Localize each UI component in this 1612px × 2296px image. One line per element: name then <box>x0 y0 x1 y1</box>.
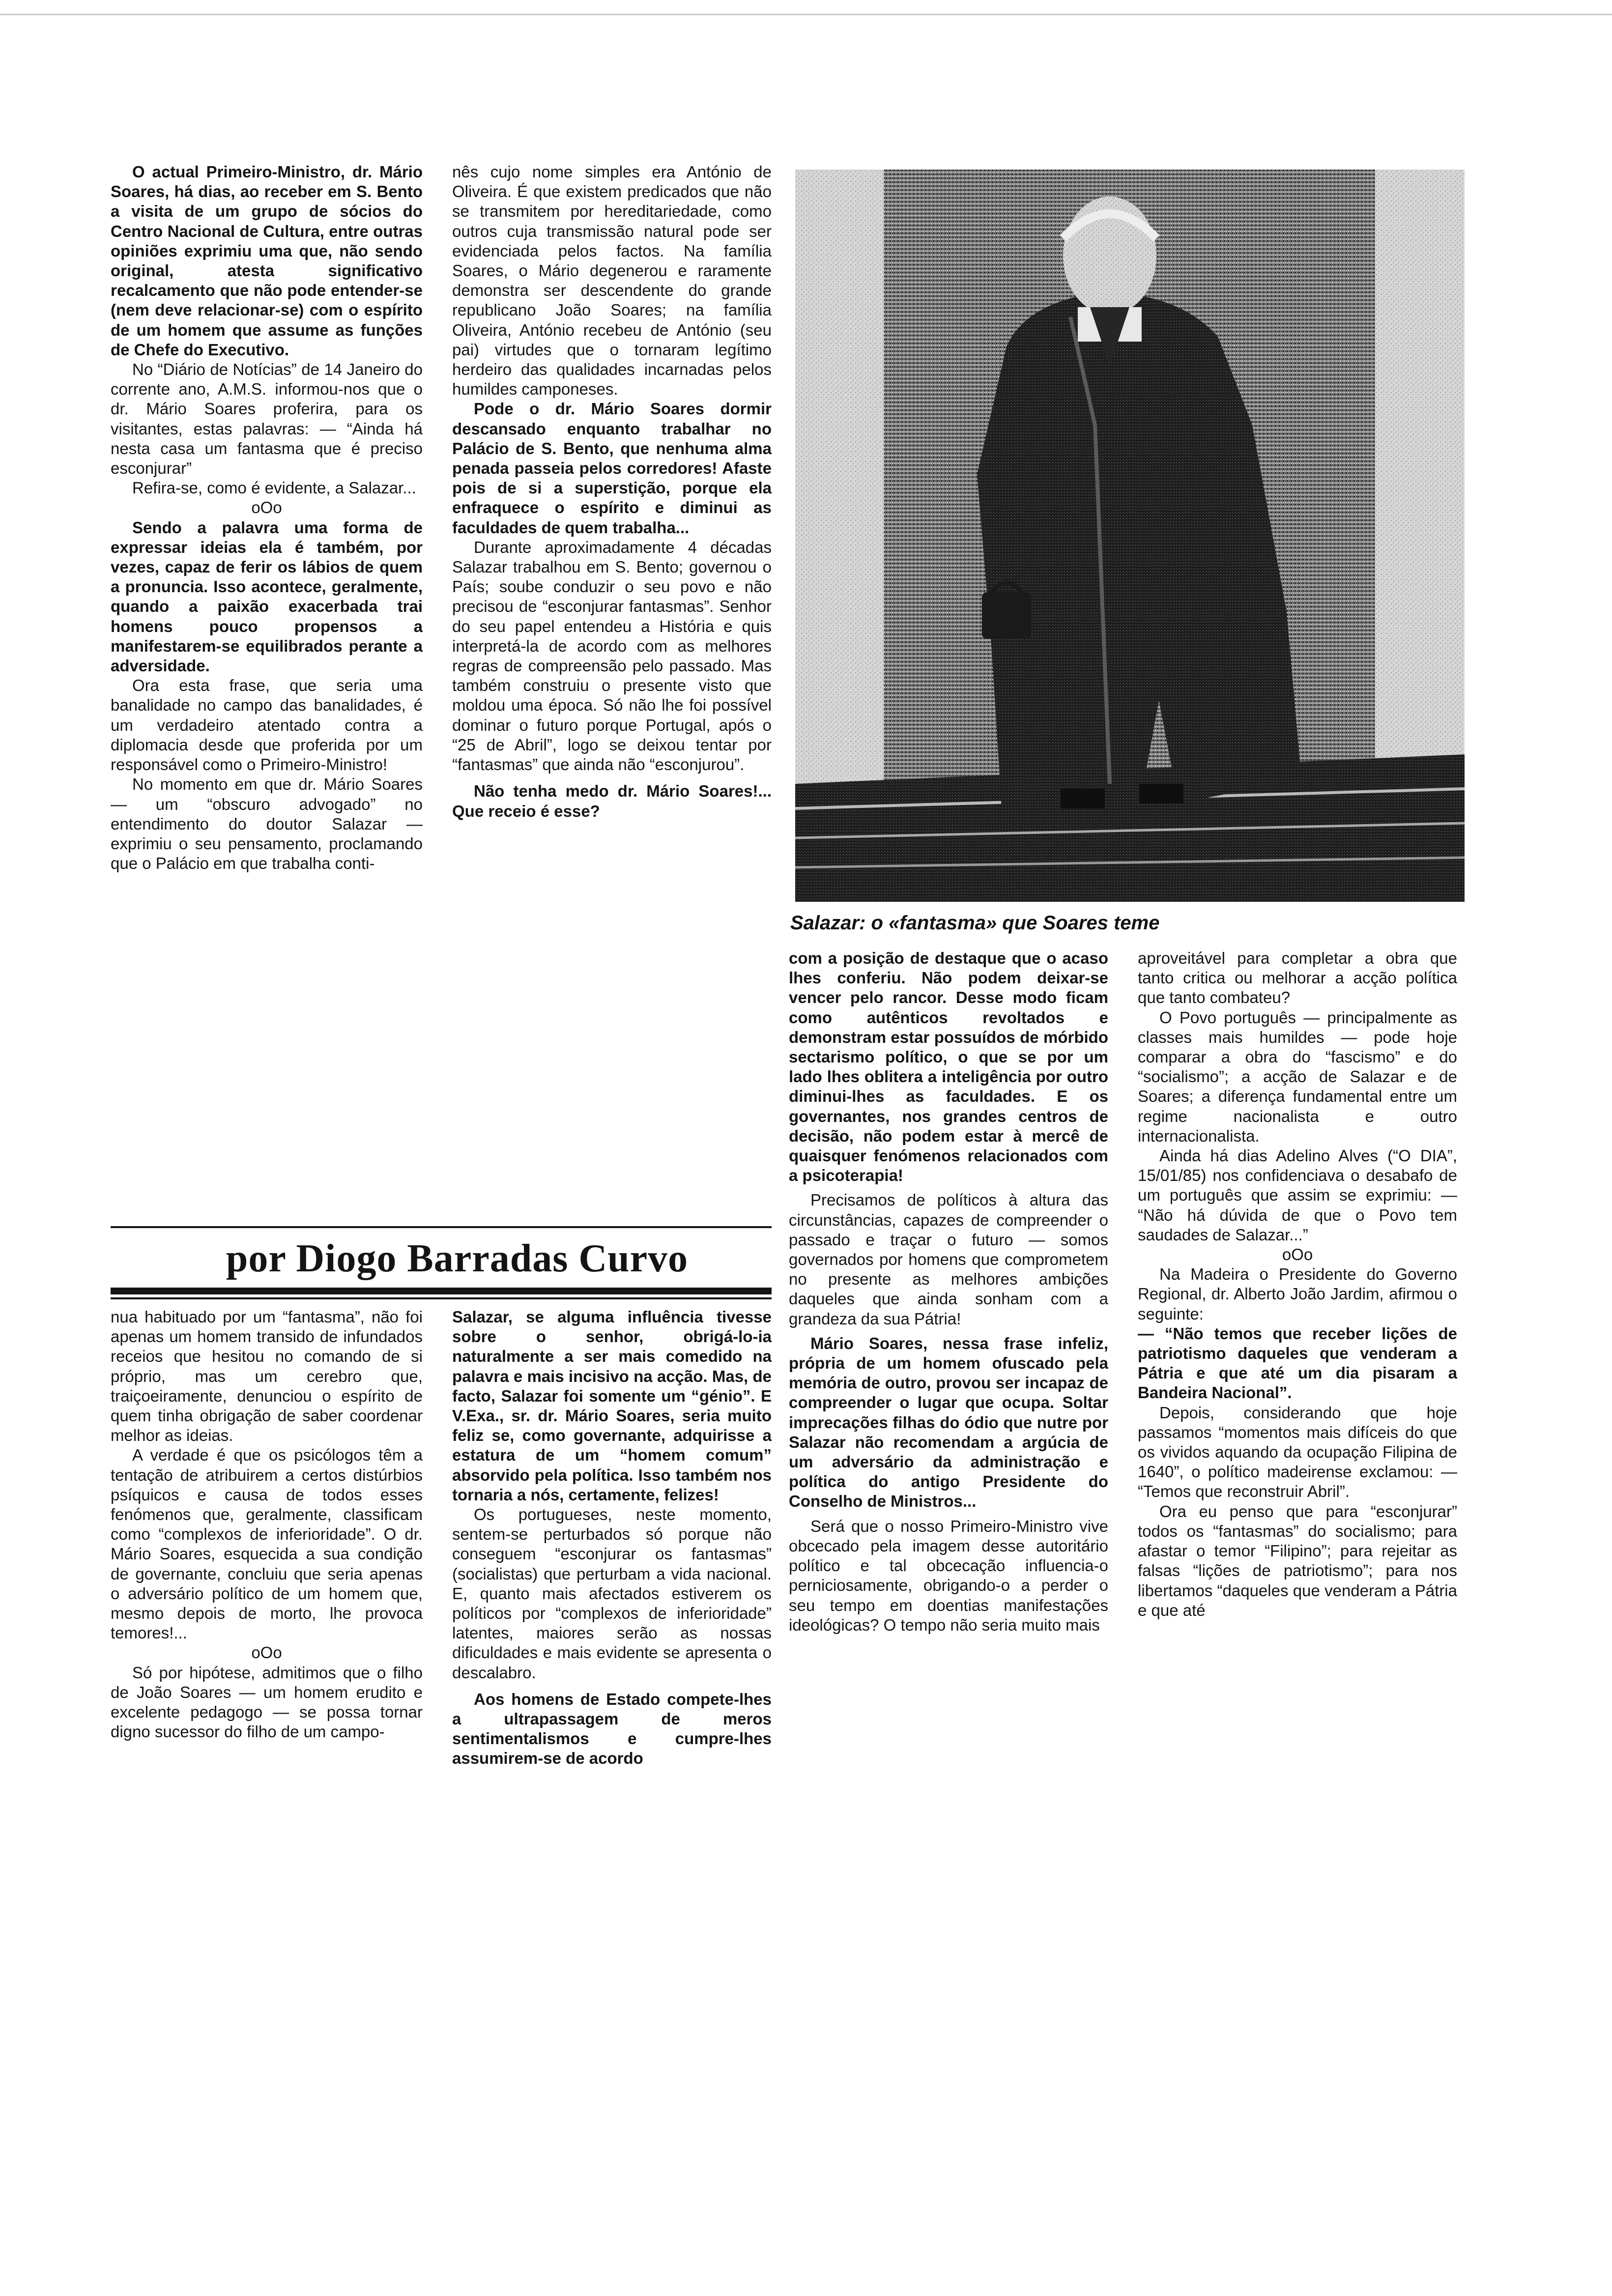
paragraph: A verdade é que os psicólogos têm a tentação de atribuirem a certos distúrbios psíquicos e causa de todos esses fenómenos que, geralmente, classificam como “complexos de inferioridade”. O dr. Mário Soares, esquecida a sua condição de governante, concluiu que seria apenas o adversário político de um homem que, mesmo depois de morto, lhe provoca temores!... <box>111 1446 423 1642</box>
paragraph: Só por hipótese, admitimos que o filho de João Soares — um homem erudito e excelente pedagogo — se possa tornar digno sucessor do filho de um campo- <box>111 1663 423 1741</box>
article-column-5 <box>789 948 1108 1635</box>
article-column-6 <box>1138 948 1457 1620</box>
section-separator: oOo <box>251 1643 282 1662</box>
paragraph: Pode o dr. Mário Soares dormir descansado enquanto trabalhar no Palácio de S. Bento, que nenhuma alma penada passeia pelos corredores! Afaste pois de si a superstição, porque ela enfraquece o espírito e diminui as faculdades de quem trabalha... <box>452 400 772 537</box>
author-byline: por Diogo Barradas Curvo <box>226 1237 689 1280</box>
paragraph: Mário Soares, nessa frase infeliz, própria de um homem ofuscado pela memória de outro, provou ser incapaz de compreender o lugar que ocupa. Soltar imprecações filhas do ódio que nutre por Salazar não recomendam a argúcia de um adversário da administração e política do antigo Presidente do Conselho de Ministros... <box>789 1334 1108 1511</box>
paragraph: Precisamos de políticos à altura das circunstâncias, capazes de compreender o passado e traçar o futuro — somos governados por homens que comprometem no presente as melhores ambições daqueles que ainda sonham com a grandeza da sua Pátria! <box>789 1191 1108 1328</box>
byline-bottom-rule-thin <box>111 1297 772 1299</box>
article-column-4 <box>452 1307 772 1769</box>
paragraph: O Povo português — principalmente as classes mais humildes — pode hoje comparar a obra do “fascismo” e do “socialismo”; a acção de Salazar e de Soares; a diferença fundamental entre um regime nacionalista e outro internacionalista. <box>1138 1008 1457 1145</box>
paragraph: nua habituado por um “fantasma”, não foi apenas um homem transido de infundados receios que hesitou no comando de si próprio, mas um cerebro que, traiçoeiramente, denunciou o espírito de quem tinha obrigação de saber coordenar melhor as ideias. <box>111 1308 423 1445</box>
paragraph: Refira-se, como é evidente, a Salazar... <box>132 479 416 497</box>
paragraph: — “Não temos que receber lições de patriotismo daqueles que venderam a Pátria e que até um dia pisaram a Bandeira Nacional”. <box>1138 1324 1457 1402</box>
byline-top-rule <box>111 1226 772 1228</box>
paragraph: Sendo a palavra uma forma de expressar ideias ela é também, por vezes, capaz de ferir os lábios de quem a pronuncia. Isso acontece, geralmente, quando a paixão exacerbada trai homens pouco propensos a manifestarem-se equilibrados perante a adversidade. <box>111 518 423 675</box>
byline-bottom-rule <box>111 1288 772 1294</box>
paragraph: Salazar, se alguma influência tivesse sobre o senhor, obrigá-lo-ia naturalmente a ser mais comedido na palavra e mais incisivo na acção. Mas, de facto, Salazar foi somente um “génio”. E V.Exa., sr. dr. Mário Soares, seria muito feliz se, como governante, adquirisse a estatura de um “homem comum” absorvido pela política. Isso também nos tornaria a nós, certamente, felizes! <box>452 1308 772 1504</box>
article-column-2 <box>452 162 772 821</box>
paragraph: Durante aproximadamente 4 décadas Salazar trabalhou em S. Bento; governou o País; soube conduzir o seu povo e não precisou de “esconjurar fantasmas”. Senhor do seu papel entendeu a História e quis interpretá-la de acordo com as melhores regras de compreensão pelo passado. Mas também construiu o presente visto que moldou uma época. Só não lhe foi possível dominar o futuro porque Portugal, após o “25 de Abril”, logo se deixou tentar por “fantasmas” que ainda não “esconjurou”. <box>452 538 772 774</box>
article-column-3 <box>111 1307 423 1742</box>
paragraph: Não tenha medo dr. Mário Soares!... Que receio é esse? <box>452 782 772 820</box>
paragraph: Ainda há dias Adelino Alves (“O DIA”, 15/01/85) nos confidenciava o desabafo de um português que assim se exprimiu: — “Não há dúvida de que o Povo tem saudades de Salazar...” <box>1138 1147 1457 1244</box>
paragraph: Ora esta frase, que seria uma banalidade no campo das banalidades, é um verdadeiro atentado contra a diplomacia desde que proferida por um responsável como o Primeiro-Ministro! <box>111 676 423 774</box>
paragraph: No momento em que dr. Mário Soares — um “obscuro advogado” no entendimento do doutor Salazar — exprimiu o seu pensamento, proclamando que o Palácio em que trabalha conti- <box>111 775 423 873</box>
paragraph: Depois, considerando que hoje passamos “momentos mais difíceis do que os vividos aquando da ocupação Filipina de 1640”, o político madeirense exclamou: — “Temos que reconstruir Abril”. <box>1138 1403 1457 1501</box>
photo-caption: Salazar: o «fantasma» que Soares teme <box>790 912 1160 934</box>
article-column-1 <box>111 162 423 873</box>
paragraph: com a posição de destaque que o acaso lhes conferiu. Não podem deixar-se vencer pelo rancor. Desse modo ficam como autênticos revoltados e demonstram estar possuídos de mórbido sectarismo político, o que se por um lado lhes oblitera a inteligência por outro diminui-lhes as faculdades. E os governantes, nos grandes centros de decisão, não podem estar à mercê de quaisquer fenómenos relacionados com a psicoterapia! <box>789 949 1108 1185</box>
page-top-rule <box>0 14 1612 15</box>
paragraph: O actual Primeiro-Ministro, dr. Mário Soares, há dias, ao receber em S. Bento a visita de um grupo de sócios do Centro Nacional de Cultura, entre outras opiniões exprimiu uma que, não sendo original, atesta significativo recalcamento que não pode entender-se (nem deve relacionar-se) com o espírito de um homem que assume as funções de Chefe do Executivo. <box>111 163 423 359</box>
paragraph: Ora eu penso que para “esconjurar” todos os “fantasmas” do socialismo; para afastar o temor “Filipino”; para rejeitar as falsas “lições de patriotismo”; para nos libertamos “daqueles que venderam a Pátria e que até <box>1138 1502 1457 1619</box>
section-separator: oOo <box>251 498 282 517</box>
paragraph: Os portugueses, neste momento, sentem-se perturbados só porque não conseguem “esconjurar os fantasmas” (socialistas) que perturbam a vida nacional. E, quanto mais afectados estiverem os políticos por “complexos de inferioridade” latentes, maiores serão as nossas dificuldades e mais evidente se apresenta o descalabro. <box>452 1505 772 1682</box>
paragraph: Será que o nosso Primeiro-Ministro vive obcecado pela imagem desse autoritário político e tal obcecação influencia-o perniciosamente, obrigando-o a perder o seu tempo em doentias manifestações ideológicas? O tempo não seria muito mais <box>789 1517 1108 1634</box>
paragraph: No “Diário de Notícias” de 14 Janeiro do corrente ano, A.M.S. informou-nos que o dr. Mário Soares proferira, para os visitantes, estas palavras: — “Ainda há nesta casa um fantasma que é preciso esconjurar” <box>111 360 423 478</box>
section-separator: oOo <box>1282 1245 1313 1264</box>
paragraph: aproveitável para completar a obra que tanto critica ou melhorar a acção política que tanto combateu? <box>1138 949 1457 1007</box>
paragraph: Na Madeira o Presidente do Governo Regional, dr. Alberto João Jardim, afirmou o seguinte: <box>1138 1265 1457 1323</box>
paragraph: Aos homens de Estado compete-lhes a ultrapassagem de meros sentimentalismos e cumpre-lhes assumirem-se de acordo <box>452 1690 772 1768</box>
salazar-photograph <box>795 170 1465 902</box>
paragraph: nês cujo nome simples era António de Oliveira. É que existem predicados que não se transmitem por hereditariedade, como outros cuja transmissão natural pode ser evidenciada pelos factos. Na família Soares, o Mário degenerou e raramente demonstra ser descendente do grande republicano João Soares; na família Oliveira, António recebeu de António (seu pai) virtudes que o tornaram legítimo herdeiro das qualidades incarnadas pelos humildes camponeses. <box>452 163 772 399</box>
